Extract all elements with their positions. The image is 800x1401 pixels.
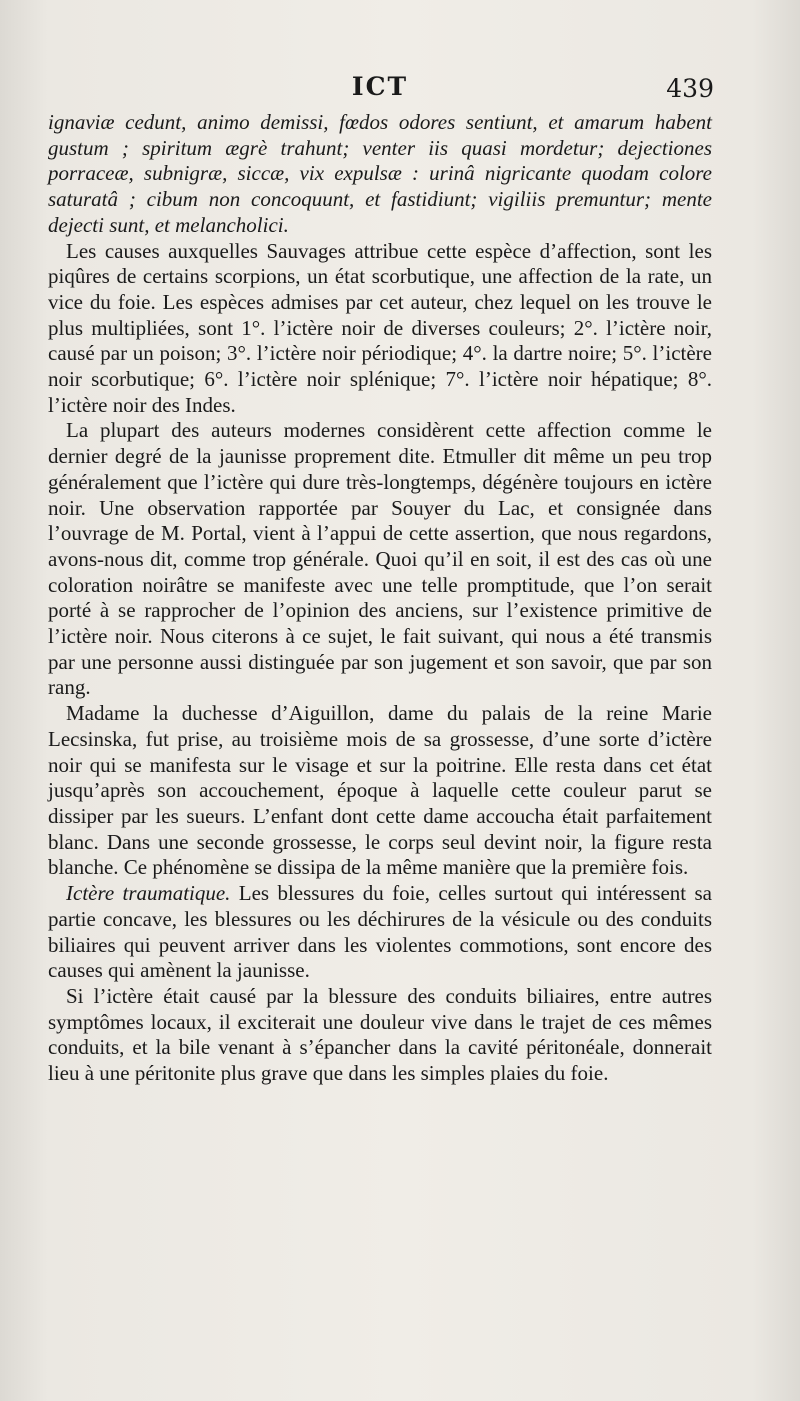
- paragraph-traumatique-text: Les blessures du foie, celles surtout qui intéressent sa partie concave, les blessures ou les déchirures de la vésicule ou des conduits biliaires qui peuvent arriver dans les violentes commotions, sont encore des causes qui amènent la jaunisse.: [48, 881, 712, 983]
- section-term-traumatique: Ictère traumatique.: [66, 881, 231, 906]
- running-head: ICT: [351, 72, 409, 101]
- page-header: [48, 70, 712, 110]
- latin-passage: ignaviæ cedunt, animo demissi, fœdos odores sentiunt, et amarum habent gustum ; spiritum ægrè trahunt; venter iis quasi mordetur; dejectiones porraceæ, subnigræ, siccæ, vix expulsæ : urinâ nigricante quodam colore saturatâ ; cibum non concoquunt, et fastidiunt; vigiliis premuntur; mente dejecti sunt, et melancholici.: [48, 110, 712, 237]
- paragraph-blessure: Si l’ictère était causé par la blessure des conduits biliaires, entre autres symptômes locaux, il exciterait une douleur vive dans le trajet de ces mêmes conduits, et la bile venant à s’épancher dans la cavité péritonéale, donnerait lieu à une péritonite plus grave que dans les simples plaies du foie.: [48, 983, 712, 1086]
- paragraph-causes: Les causes auxquelles Sauvages attribue cette espèce d’affection, sont les piqûres de certains scorpions, un état scorbutique, une affection de la rate, un vice du foie. Les espèces admises par cet auteur, chez lequel on les trouve le plus multipliées, sont 1°. l’ictère noir de diverses couleurs; 2°. l’ictère noir, causé par un poison; 3°. l’ictère noir périodique; 4°. la dartre noire; 5°. l’ictère noir scorbutique; 6°. l’ictère noir splénique; 7°. l’ictère noir hépatique; 8°. l’ictère noir des Indes.: [48, 238, 712, 417]
- paragraph-duchesse: Madame la duchesse d’Aiguillon, dame du palais de la reine Marie Lecsinska, fut prise, au troisième mois de sa grossesse, d’une sorte d’ictère noir qui se manifesta sur le visage et sur la poitrine. Elle resta dans cet état jusqu’après son accouchement, époque à laquelle cette couleur parut se dissiper par les sueurs. L’enfant dont cette dame accoucha était parfaitement blanc. Dans une seconde grossesse, le corps seul devint noir, la figure resta blanche. Ce phénomène se dissipa de la même manière que la première fois.: [48, 701, 712, 880]
- body-text: [48, 110, 712, 1087]
- paragraph-auteurs: La plupart des auteurs modernes considèrent cette affection comme le dernier degré de la jaunisse proprement dite. Etmuller dit même un peu trop généralement que l’ictère qui dure très-longtemps, dégénère toujours en ictère noir. Une observation rapportée par Souyer du Lac, et consignée dans l’ouvrage de M. Portal, vient à l’appui de cette assertion, que nous regardons, avons-nous dit, comme trop générale. Quoi qu’il en soit, il est des cas où une coloration noirâtre se manifeste avec une telle promptitude, que l’on serait porté à se rapprocher de l’opinion des anciens, sur l’existence primitive de l’ictère noir. Nous citerons à ce sujet, le fait suivant, qui nous a été transmis par une personne aussi distinguée par son jugement et son savoir, que par son rang.: [48, 418, 712, 700]
- paragraph-traumatique: [48, 881, 712, 984]
- page-number: 439: [666, 74, 714, 103]
